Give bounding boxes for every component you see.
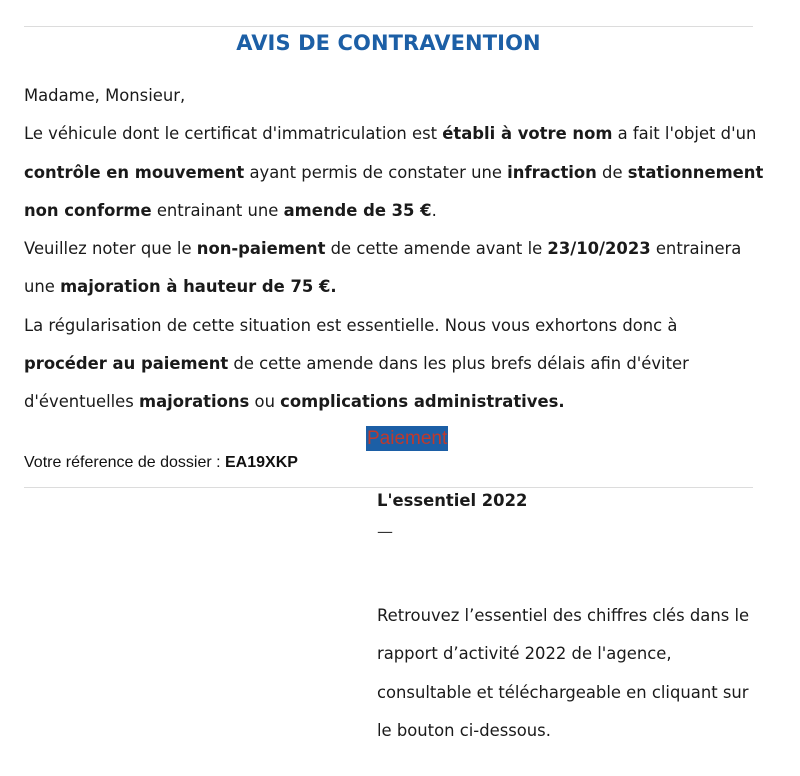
paragraph-regularisation: La régularisation de cette situation est essentielle. Nous vous exhortons donc à procéder au paiement de cette amende dans les plus brefs délais afin d'éviter d'éventuelles majorations ou complications administratives. bbox=[24, 315, 689, 412]
top-divider bbox=[24, 26, 753, 27]
payment-link[interactable]: Paiement bbox=[367, 428, 448, 449]
essentiel-title: L'essentiel 2022 bbox=[377, 491, 528, 510]
reference-line: Votre réference de dossier : EA19XKP bbox=[24, 454, 298, 471]
essentiel-text: Retrouvez l’essentiel des chiffres clés dans le rapport d’activité 2022 de l'agence, consultable et téléchargeable en cliquant sur le bouton ci-dessous. bbox=[377, 606, 750, 740]
payment-link-wrapper bbox=[366, 426, 448, 451]
greeting: Madame, Monsieur, bbox=[24, 86, 186, 105]
notice-title: AVIS DE CONTRAVENTION bbox=[236, 31, 541, 55]
essentiel-dash: — bbox=[377, 522, 393, 541]
notice-body bbox=[24, 77, 764, 422]
essentiel-section bbox=[377, 485, 753, 740]
reference-value: EA19XKP bbox=[225, 454, 298, 471]
paragraph-vehicle: Le véhicule dont le certificat d'immatriculation est établi à votre nom a fait l'objet d'un contrôle en mouvement ayant permis de constater une infraction de stationnement non conforme entrainant une amende de 35 €. bbox=[24, 124, 764, 220]
paragraph-deadline: Veuillez noter que le non-paiement de cette amende avant le 23/10/2023 entrainera une majoration à hauteur de 75 €. bbox=[24, 239, 742, 297]
